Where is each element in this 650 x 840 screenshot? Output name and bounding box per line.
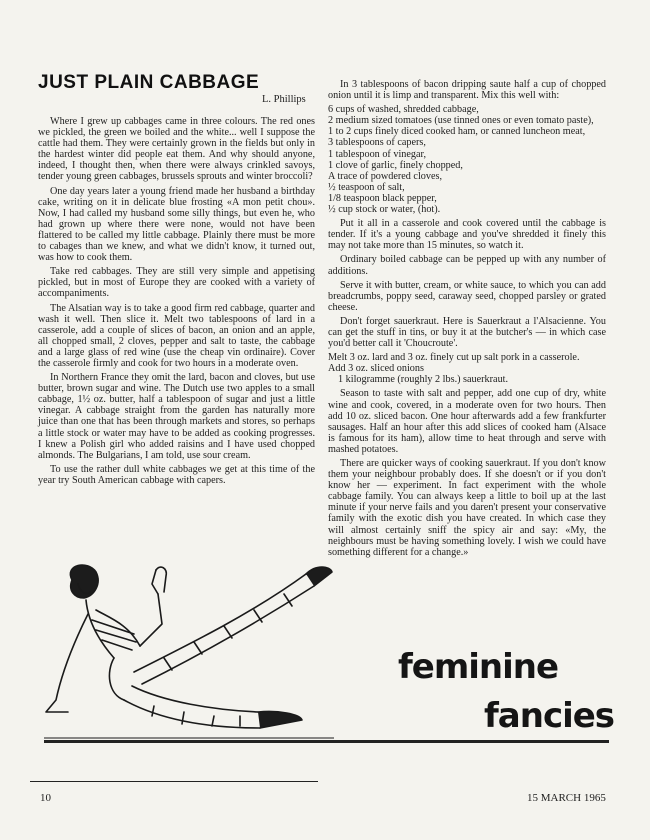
ingredient-item: 1 clove of garlic, finely chopped, bbox=[328, 159, 463, 171]
article-author: L. Phillips bbox=[262, 94, 306, 105]
paragraph: In Northern France they omit the lard, bacon and cloves, but use butter, brown sugar and wine. The Dutch use two apples to a small cabbage, 1½ oz. butter, half a tablespoon of sugar and just a little vinegar. A cabbage straight from the garden has naturally more juice than one that has been through markets and stores, so perhaps a little stock or water may have to be added as cooking progresses. I knew a Polish girl who added raisins and I have used chopped almonds. The Bulgarians, I am told, use sour cream. bbox=[38, 372, 315, 461]
paragraph: Put it all in a casserole and cook covered until the cabbage is tender. If it's a young cabbage and you've shredded it finely this may not take more than 15 minutes, so watch it. bbox=[328, 218, 606, 252]
paragraph: To use the rather dull white cabbages we get at this time of the year try South American cabbage with capers. bbox=[38, 463, 315, 486]
step-item: Melt 3 oz. lard and 3 oz. finely cut up salt pork in a casserole. bbox=[328, 352, 580, 364]
article-title: JUST PLAIN CABBAGE bbox=[38, 72, 260, 93]
ingredient-item: 1 to 2 cups finely diced cooked ham, or canned luncheon meat, bbox=[328, 126, 586, 138]
sauerkraut-steps bbox=[328, 352, 606, 385]
paragraph: Ordinary boiled cabbage can be pepped up with any number of additions. bbox=[328, 254, 606, 277]
paragraph: Serve it with butter, cream, or white sauce, to which you can add breadcrumbs, poppy seed, caraway seed, chopped parsley or grated cheese. bbox=[328, 279, 606, 313]
ingredient-item: 1 tablespoon of vinegar, bbox=[328, 148, 427, 160]
issue-date: 15 MARCH 1965 bbox=[527, 792, 606, 804]
ingredient-item: ½ cup stock or water, (hot). bbox=[328, 204, 441, 216]
step-item: 1 kilogramme (roughly 2 lbs.) sauerkraut. bbox=[338, 374, 509, 386]
paragraph: The Alsatian way is to take a good firm red cabbage, quarter and wash it well. Then slice it. Melt two tablespoons of lard in a casserole, add a couple of slices of bacon, an onion and an apple, all chopped small, 2 cloves, pepper and salt to taste, the cabbage and a large glass of red wine (use the cheap vin ordinaire). Cover the casserole firmly and cook for two hours in a moderate oven. bbox=[38, 302, 315, 369]
left-column bbox=[38, 116, 315, 489]
step-item: Add 3 oz. sliced onions bbox=[328, 363, 424, 375]
right-column bbox=[328, 79, 606, 561]
paragraph: There are quicker ways of cooking sauerkraut. If you don't know them your neighbour probably does. If she doesn't or if you don't know her — experiment. In fact experiment with the whole cabbage family. You can always keep a little to boil up at the last minute if your nerve fails and you daren't present your conservative family with the exotic dish you have created. In which case they will almost certainly sniff the spicy air and say: «My, the neighbours must be having something lovely. I wish we could have something different for a change.» bbox=[328, 458, 606, 558]
illustration-rule bbox=[44, 740, 609, 743]
paragraph: Season to taste with salt and pepper, add one cup of dry, white wine and cook, covered, in a moderate oven for two hours. Then add 10 oz. sliced bacon. One hour afterwards add a few frankfurter sausages. Half an hour after this add slices of cooked ham (Alsace is famous for its ham), allow time to heat through and serve with mashed potatoes. bbox=[328, 388, 606, 455]
page-number: 10 bbox=[40, 792, 51, 804]
paragraph: Take red cabbages. They are still very simple and appetising pickled, but in most of Europe they are cooked with a variety of accompaniments. bbox=[38, 266, 315, 300]
ingredient-item: ½ teaspoon of salt, bbox=[328, 181, 405, 193]
woman-exercising-illustration bbox=[44, 562, 334, 740]
paragraph: In 3 tablespoons of bacon dripping saute half a cup of chopped onion until it is limp and transparent. Mix this well with: bbox=[328, 79, 606, 102]
ingredient-item: 3 tablespoons of capers, bbox=[328, 137, 426, 149]
ingredient-item: 6 cups of washed, shredded cabbage, bbox=[328, 104, 479, 116]
paragraph: Don't forget sauerkraut. Here is Sauerkraut a l'Alsacienne. You can get the stuff in tins, or buy it at the butcher's — in which case you'd better call it 'Choucroute'. bbox=[328, 315, 606, 350]
ingredient-item: A trace of powdered cloves, bbox=[328, 170, 442, 182]
section-logo-line1: feminine bbox=[398, 647, 559, 687]
paragraph: Where I grew up cabbages came in three colours. The red ones we pickled, the green we boiled and the white... well I suppose the cattle had them. They were certainly grown in the fields but only in the hardest winter did people eat them. And why should anyone, indeed, I thought then, when there were always crinkled savoys, tender young green cabbages, brussels sprouts and winter broccoli? bbox=[38, 116, 315, 183]
section-logo-line2: fancies bbox=[484, 696, 615, 736]
footer-rule bbox=[30, 781, 318, 782]
paragraph: One day years later a young friend made her husband a birthday cake, writing on it in delicate blue frosting «A mon petit chou». Now, I had called my husband some silly things, but even he, who had grown up where there were none, would not have been flattered to be called my little cabbage. Plainly there must be more to cabages than we knew, and what we didn't know, it turned out, was how to cook them. bbox=[38, 185, 315, 264]
ingredient-item: 1/8 teaspoon black pepper, bbox=[328, 192, 437, 204]
ingredient-item: 2 medium sized tomatoes (use tinned ones or even tomato paste), bbox=[328, 115, 594, 127]
ingredient-list bbox=[328, 104, 606, 215]
